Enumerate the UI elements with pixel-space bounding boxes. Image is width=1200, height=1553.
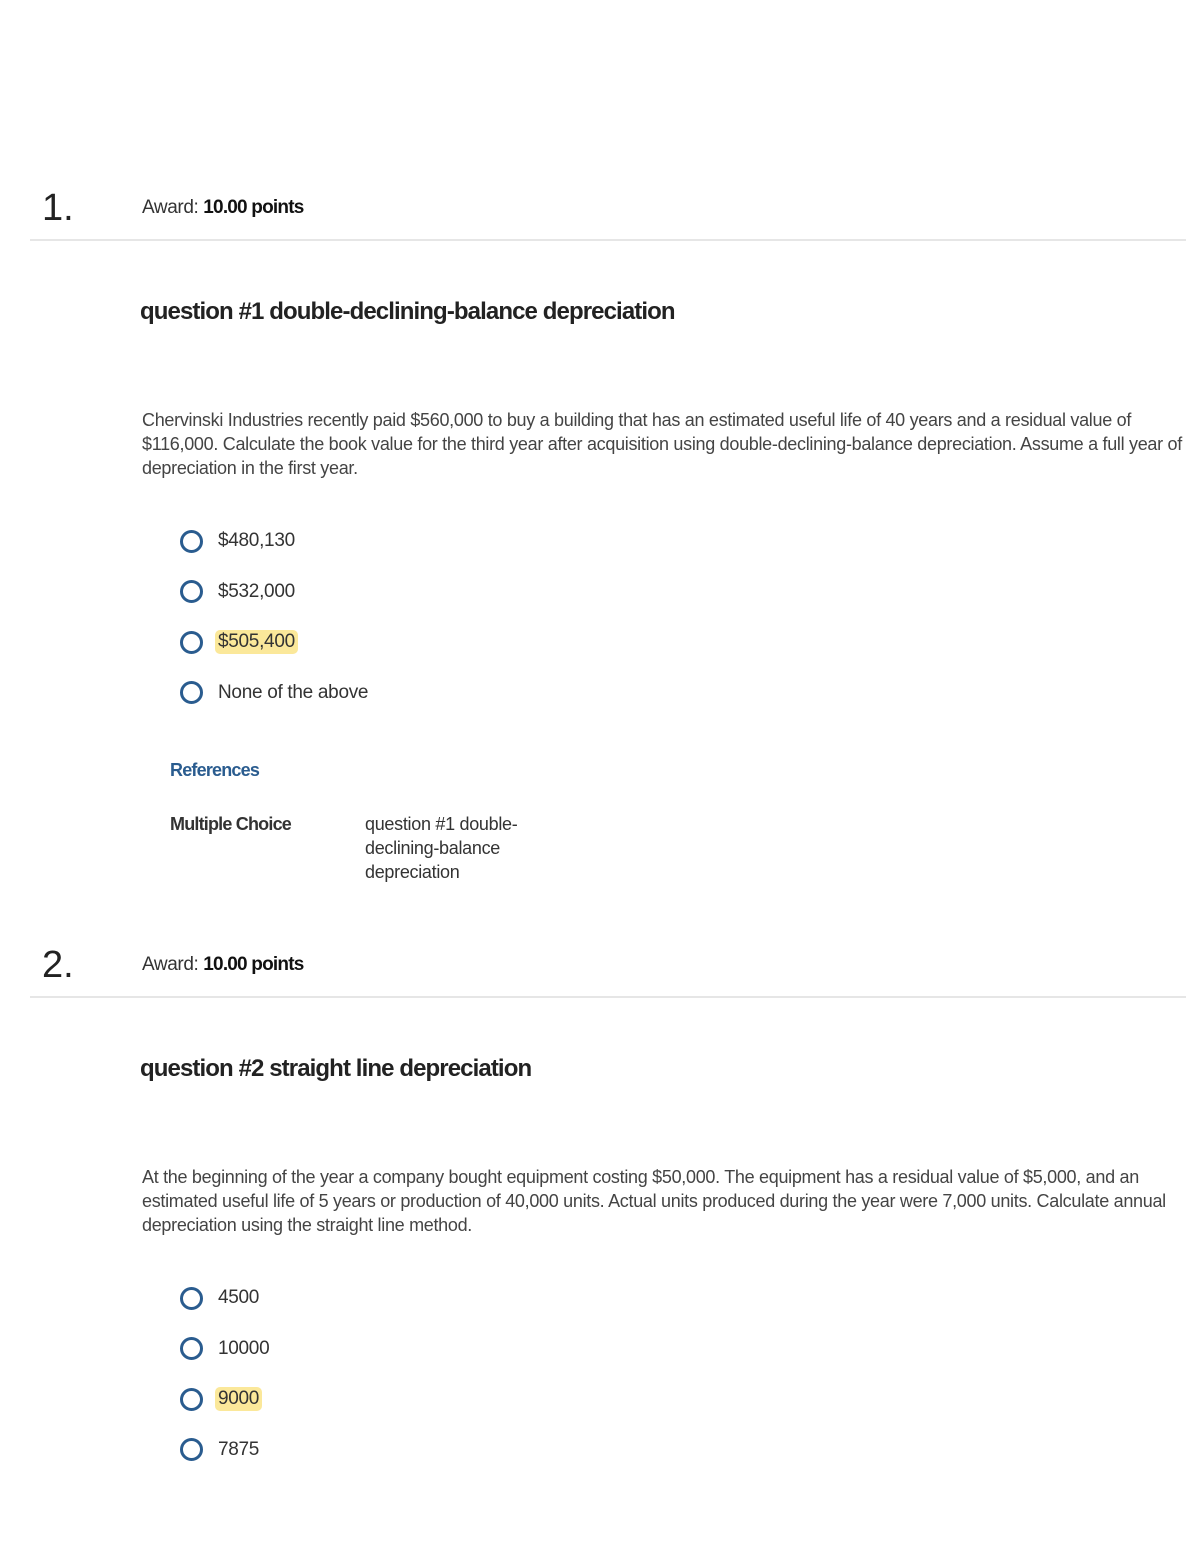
option-label: $532,000 — [218, 580, 295, 602]
answer-option[interactable] — [180, 516, 780, 567]
option-label: $480,130 — [218, 530, 295, 552]
answer-option[interactable] — [180, 1324, 780, 1375]
reference-name: question #1 double-declining-balance depreciation — [365, 814, 518, 882]
answer-option[interactable] — [180, 1273, 780, 1324]
radio-button-icon[interactable] — [180, 530, 203, 553]
radio-button-icon[interactable] — [180, 681, 203, 704]
header-divider — [30, 239, 1186, 241]
award-label: Award: — [142, 954, 199, 975]
radio-button-icon[interactable] — [180, 1388, 203, 1411]
radio-button-icon[interactable] — [180, 1287, 203, 1310]
answer-option[interactable] — [180, 617, 780, 668]
question-body: Chervinski Industries recently paid $560,000 to buy a building that has an estimated useful life of 40 years and a residual value of $116,000. Calculate the book value for the third year after acquisition using double-declining-balance depreciation. Assume a full year of depreciation in the first year. — [142, 410, 1182, 478]
award-text — [142, 197, 304, 219]
option-label: 4500 — [218, 1287, 260, 1309]
option-label: 10000 — [218, 1337, 270, 1359]
question-header — [0, 180, 1200, 240]
question-title: question #1 double-declining-balance depreciation — [140, 298, 675, 325]
question-body: At the beginning of the year a company bought equipment costing $50,000. The equipment has a residual value of $5,000, and an estimated useful life of 5 years or production of 40,000 units. Actual units produced during the year were 7,000 units. Calculate annual depreciation using the straight line method. — [142, 1167, 1166, 1235]
award-label: Award: — [142, 197, 199, 218]
radio-button-icon[interactable] — [180, 1337, 203, 1360]
header-divider — [30, 996, 1186, 998]
option-label: 7875 — [218, 1438, 260, 1460]
award-text — [142, 954, 304, 976]
answer-options — [180, 516, 780, 718]
option-label: None of the above — [218, 681, 369, 703]
radio-button-icon[interactable] — [180, 580, 203, 603]
question-1 — [0, 180, 1200, 882]
answer-option[interactable] — [180, 1425, 780, 1476]
award-points: 10.00 points — [203, 197, 304, 218]
question-header — [0, 937, 1200, 997]
answer-options — [180, 1273, 780, 1475]
question-number: 2. — [42, 944, 74, 986]
radio-button-icon[interactable] — [180, 631, 203, 654]
answer-option[interactable] — [180, 1374, 780, 1425]
reference-type: Multiple Choice — [170, 814, 292, 834]
option-label-highlighted: 9000 — [215, 1387, 262, 1411]
question-number: 1. — [42, 187, 74, 229]
radio-button-icon[interactable] — [180, 1438, 203, 1461]
question-2 — [0, 937, 1200, 1460]
option-label-highlighted: $505,400 — [215, 630, 298, 654]
answer-option[interactable] — [180, 668, 780, 719]
award-points: 10.00 points — [203, 954, 304, 975]
answer-option[interactable] — [180, 567, 780, 618]
question-title: question #2 straight line depreciation — [140, 1055, 532, 1082]
references-link[interactable]: References — [170, 760, 260, 780]
